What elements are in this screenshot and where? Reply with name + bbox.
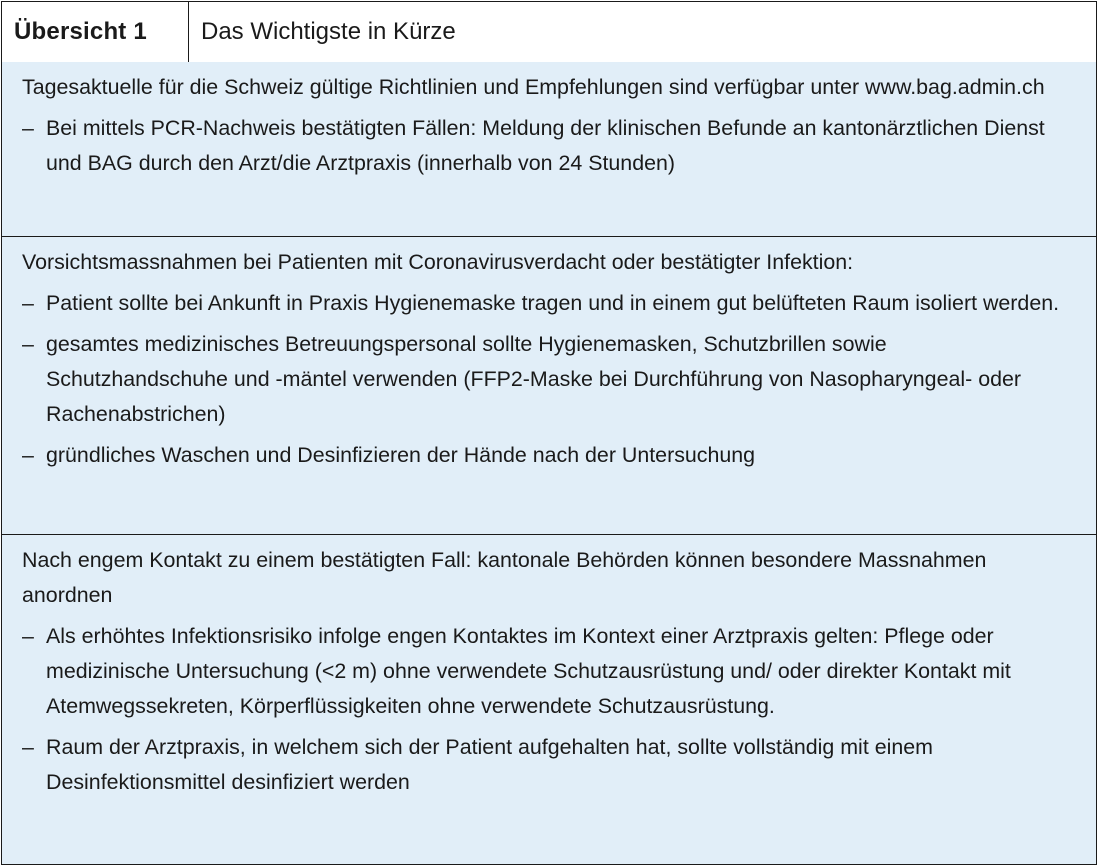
- bullet-dash: –: [22, 624, 34, 648]
- box-header: [2, 2, 1096, 63]
- list-item: [22, 438, 1072, 473]
- list-item-text: Als erhöhtes Infektionsrisiko infolge engen Kontaktes im Kontext einer Arztpraxis gelten: Pflege oder medizinische Untersuchung (<2 m) ohne verwendete Schutzausrüstung und/ oder direkter Kontakt mit Atemwegssekreten, Körperflüssigkeiten ohne verwendete Schutzausrüstung.: [46, 624, 1011, 718]
- section-guidelines: [2, 62, 1096, 237]
- section-intro: Nach engem Kontakt zu einem bestätigten Fall: kantonale Behörden können besondere Massnahmen anordnen: [22, 548, 987, 607]
- list-item-text: gesamtes medizinisches Betreuungspersonal sollte Hygienemasken, Schutzbrillen sowie Schutzhandschuhe und -mäntel verwenden (FFP2-Maske bei Durchführung von Nasopharyngeal- oder Rachenabstrichen): [46, 332, 1022, 426]
- overview-number: Übersicht 1: [2, 2, 189, 62]
- list-item-text: gründliches Waschen und Desinfizieren der Hände nach der Untersuchung: [46, 443, 756, 467]
- section-precautions: [2, 237, 1096, 535]
- bullet-dash: –: [22, 291, 34, 315]
- section-list: [22, 286, 1072, 473]
- section-list: [22, 111, 1072, 181]
- section-intro: Vorsichtsmassnahmen bei Patienten mit Coronavirusverdacht oder bestätigter Infektion:: [22, 250, 854, 274]
- list-item: [22, 619, 1072, 724]
- list-item-text: Raum der Arztpraxis, in welchem sich der Patient aufgehalten hat, sollte vollständig mit einem Desinfektionsmittel desinfiziert werden: [46, 735, 933, 794]
- bullet-dash: –: [22, 735, 34, 759]
- bullet-dash: –: [22, 443, 34, 467]
- bullet-dash: –: [22, 332, 34, 356]
- summary-box: [1, 1, 1097, 865]
- list-item: [22, 730, 1072, 800]
- section-close-contact: [2, 535, 1096, 864]
- list-item-text: Bei mittels PCR-Nachweis bestätigten Fällen: Meldung der klinischen Befunde an kantonärztlichen Dienst und BAG durch den Arzt/die Arztpraxis (innerhalb von 24 Stunden): [46, 116, 1045, 175]
- list-item: [22, 286, 1072, 321]
- list-item-text: Patient sollte bei Ankunft in Praxis Hygienemaske tragen und in einem gut belüfteten Raum isoliert werden.: [46, 291, 1060, 315]
- bullet-dash: –: [22, 116, 34, 140]
- section-intro: Tagesaktuelle für die Schweiz gültige Richtlinien und Empfehlungen sind verfügbar unter www.bag.admin.ch: [22, 75, 1045, 99]
- list-item: [22, 327, 1072, 432]
- box-title: Das Wichtigste in Kürze: [201, 18, 456, 45]
- section-list: [22, 619, 1072, 800]
- list-item: [22, 111, 1072, 181]
